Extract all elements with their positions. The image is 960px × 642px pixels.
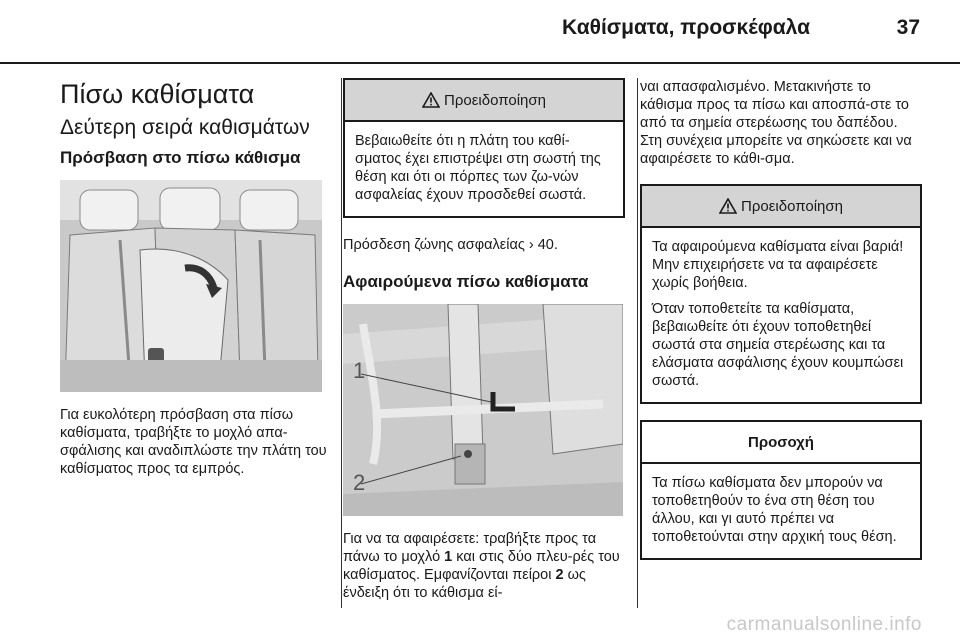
subsection-title: Δεύτερη σειρά καθισμάτων	[60, 116, 310, 139]
caution-box	[640, 420, 922, 560]
removal-lever-number: 1	[444, 549, 453, 565]
warning-box-header	[642, 186, 920, 228]
figure-label-2: 2	[353, 470, 366, 495]
column-1	[60, 78, 330, 478]
caution-box-body	[642, 464, 920, 558]
seatbelt-ref-text: Πρόσδεση ζώνης ασφαλείας	[343, 237, 525, 253]
warning-box-header	[345, 80, 623, 122]
removal-text-1: Για να τα αφαιρέσετε: τραβήξτε προς τα πάνω το μοχλό	[343, 531, 597, 565]
column-3	[640, 78, 922, 560]
warning-text-1: Τα αφαιρούμενα καθίσματα είναι βαριά! Μην επιχειρήσετε να τα αφαιρέσετε χωρίς βοήθεια.	[652, 239, 904, 291]
watermark: carmanualsonline.info	[726, 614, 922, 635]
column-divider-1	[341, 78, 342, 608]
rear-seat-photo	[60, 180, 322, 392]
access-paragraph: Για ευκολότερη πρόσβαση στα πίσω καθίσματα, τραβήξτε το μοχλό απα-σφάλισης και αναδιπλώστε την πλάτη του καθίσματος προς τα εμπρός.	[60, 407, 327, 477]
section-title: Πίσω καθίσματα	[60, 79, 255, 109]
warning-box-title: Προειδοποίηση	[741, 197, 843, 215]
running-header-title: Καθίσματα, προσκέφαλα	[562, 16, 810, 39]
column-divider-2	[637, 78, 638, 608]
caution-text: Τα πίσω καθίσματα δεν μπορούν να τοποθετηθούν το ένα στη θέση του άλλου, και γι αυτό πρέπει να τοποθετούνται στην αρχική τους θέση.	[652, 475, 897, 545]
figure-label-1: 1	[353, 358, 366, 383]
seatbelt-ref-page: 40.	[537, 237, 558, 253]
caution-box-header	[642, 422, 920, 464]
warning-box-body	[345, 122, 623, 216]
seat-lever-illustration	[343, 304, 623, 516]
rear-seat-illustration	[60, 180, 322, 392]
warning-triangle-icon	[422, 92, 440, 108]
page-number: 37	[896, 16, 920, 39]
warning-box-body	[642, 228, 920, 402]
removal-paragraph	[343, 530, 625, 602]
header-rule	[0, 62, 960, 64]
removal-text-3: ως ένδειξη ότι το κάθισμα εί-	[343, 567, 586, 601]
removal-pin-number: 2	[555, 567, 564, 583]
warning-text: Βεβαιωθείτε ότι η πλάτη του καθί-σματος έχει επιστρέψει στη σωστή της θέση και ότι οι πόρπες των ζω-νών ασφαλείας έχουν προσδεθεί σωστά.	[355, 133, 601, 203]
removable-seats-title: Αφαιρούμενα πίσω καθίσματα	[343, 272, 589, 291]
warning-triangle-icon	[719, 198, 737, 214]
column-2	[343, 78, 625, 602]
removable-seat-photo	[343, 304, 623, 516]
removal-text-2: και στις δύο πλευ-ρές του καθίσματος. Εμφανίζονται πείροι	[343, 549, 620, 583]
seatbelt-reference	[343, 236, 625, 254]
topic-title: Πρόσβαση στο πίσω κάθισμα	[60, 148, 301, 167]
warning-text-2: Όταν τοποθετείτε τα καθίσματα, βεβαιωθείτε ότι έχουν τοποθετηθεί σωστά στα σημεία στερέωσης και τα ελάσματα ασφάλισης έχουν κουμπώσει σωστά.	[652, 301, 904, 389]
warning-box-heavy	[640, 184, 922, 404]
page-ref-arrow-icon: ›	[528, 237, 534, 253]
caution-box-title: Προσοχή	[748, 433, 814, 451]
warning-box-title: Προειδοποίηση	[444, 91, 546, 109]
continuation-paragraph: ναι απασφαλισμένο. Μετακινήστε το κάθισμα προς τα πίσω και αποσπά-στε το από τα σημεία στερέωσης του δαπέδου. Στη συνέχεια μπορείτε να σηκώσετε και να αφαιρέσετε το κάθι-σμα.	[640, 79, 912, 167]
warning-box-seatback	[343, 78, 625, 218]
